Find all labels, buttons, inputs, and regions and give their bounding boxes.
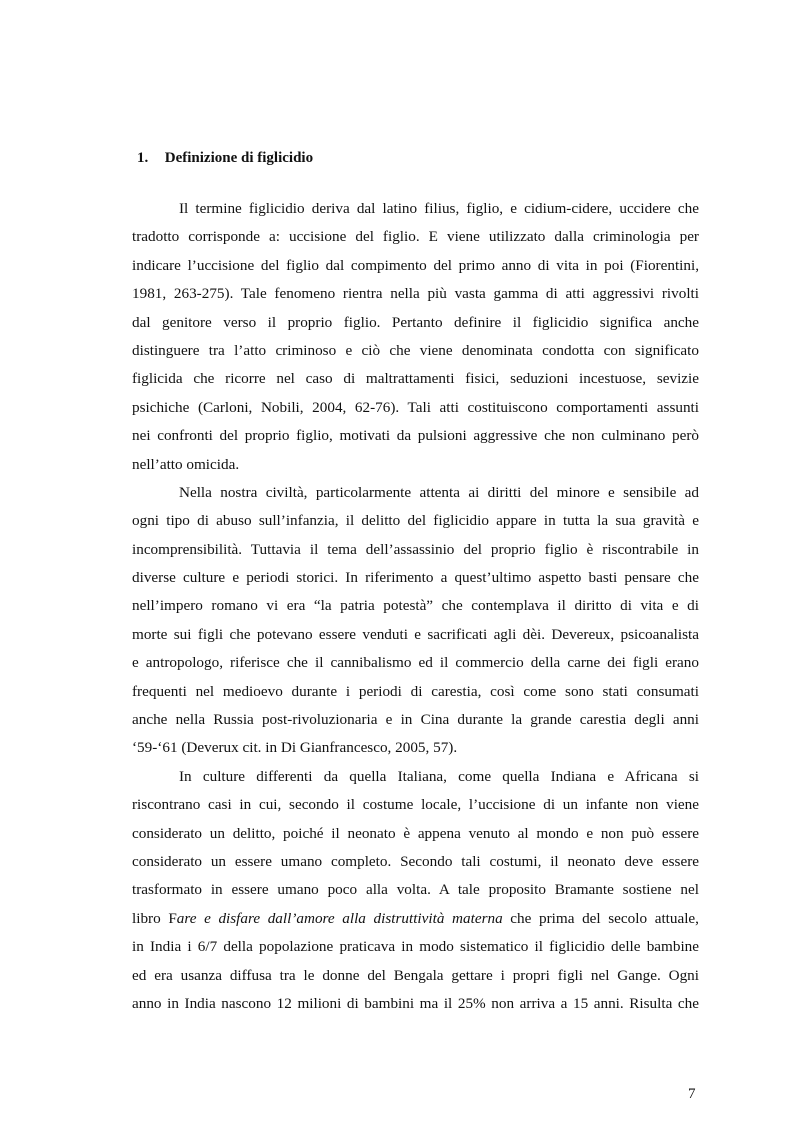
text-line: psichiche (Carloni, Nobili, 2004, 62-76). Tali atti costituiscono comportamenti assunti (132, 398, 699, 416)
text-line: indicare l’uccisione del figlio dal compimento del primo anno di vita in poi (Fiorentini, (132, 256, 699, 274)
text-line: considerato un delitto, poiché il neonato è appena venuto al mondo e non può essere (132, 824, 699, 842)
text-line: riscontrano casi in cui, secondo il costume locale, l’uccisione di un infante non viene (132, 796, 699, 814)
body-text (132, 195, 699, 1018)
text-line: morte sui figli che potevano essere venduti e sacrificati agli dèi. Devereux, psicoanalista (132, 625, 699, 643)
text-line: figlicida che ricorre nel caso di maltrattamenti fisici, seduzioni incestuose, sevizie (132, 370, 699, 388)
text-line: diverse culture e periodi storici. In riferimento a quest’ultimo aspetto basti pensare che (132, 569, 699, 587)
text-line: nei confronti del proprio figlio, motivati da pulsioni aggressive che non culminano però (132, 427, 699, 445)
text-line (132, 905, 699, 933)
text-segment: che prima del secolo attuale, (502, 909, 699, 927)
section-title: Definizione di figlicidio (164, 150, 314, 166)
text-line: tradotto corrisponde a: uccisione del figlio. E viene utilizzato dalla criminologia per (132, 228, 699, 246)
text-line: ‘59-‘61 (Deverux cit. in Di Gianfrancesco, 2005, 57). (132, 739, 458, 757)
text-line: e antropologo, riferisce che il cannibalismo ed il commercio della carne dei figli erano (132, 654, 699, 672)
text-line: In culture differenti da quella Italiana, come quella Indiana e Africana si (179, 767, 699, 785)
text-segment: libro F (132, 909, 177, 927)
text-line: distinguere tra l’atto criminoso e ciò che viene denominata condotta con significato (132, 341, 699, 359)
text-line: anno in India nascono 12 milioni di bambini ma il 25% non arriva a 15 anni. Risulta che (132, 994, 699, 1012)
text-line: ed era usanza diffusa tra le donne del Bengala gettare i propri figli nel Gange. Ogni (132, 966, 699, 984)
text-line: Nella nostra civiltà, particolarmente attenta ai diritti del minore e sensibile ad (179, 483, 699, 501)
text-line: trasformato in essere umano poco alla volta. A tale proposito Bramante sostiene nel (132, 881, 699, 899)
text-line: anche nella Russia post-rivoluzionaria e in Cina durante la grande carestia degli anni (132, 711, 699, 729)
text-line: dal genitore verso il proprio figlio. Pertanto definire il figlicidio significa anche (132, 313, 699, 331)
section-number: 1. (137, 150, 149, 166)
section-heading (137, 150, 313, 167)
text-line: 1981, 263-275). Tale fenomeno rientra nella più vasta gamma di atti aggressivi rivolti (132, 285, 699, 303)
text-line: Il termine figlicidio deriva dal latino filius, figlio, e cidium-cidere, uccidere che (179, 200, 699, 217)
text-line: ogni tipo di abuso sull’infanzia, il delitto del figlicidio appare in tutta la sua gravità e (132, 512, 699, 530)
text-line: nell’atto omicida. (132, 455, 240, 473)
text-line: considerato un essere umano completo. Secondo tali costumi, il neonato deve essere (132, 852, 699, 870)
text-line: nell’impero romano vi era “la patria potestà” che contemplava il diritto di vita e di (132, 597, 699, 615)
text-line: frequenti nel medioevo durante i periodi di carestia, così come sono stati consumati (132, 682, 699, 700)
book-title: are e disfare dall’amore alla distruttività materna (176, 909, 503, 927)
text-line: incomprensibilità. Tuttavia il tema dell’assassinio del proprio figlio è riscontrabile in (132, 540, 699, 558)
text-line: in India i 6/7 della popolazione praticava in modo sistematico il figlicidio delle bambine (132, 938, 699, 956)
page-number: 7 (688, 1086, 696, 1102)
